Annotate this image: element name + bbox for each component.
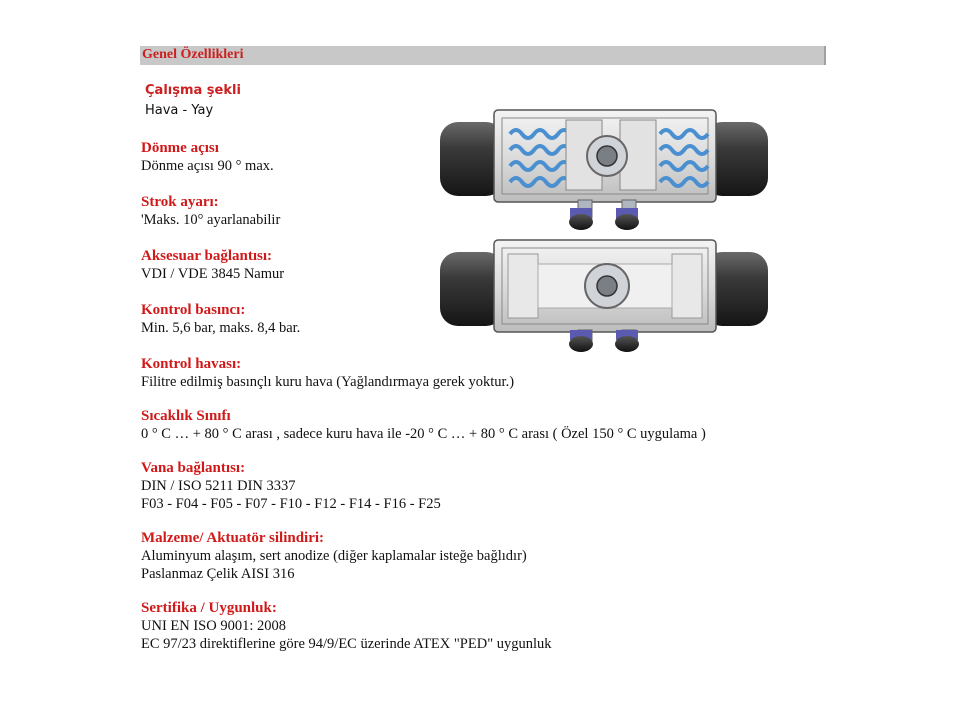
section-material [141,529,527,583]
piston-right [672,254,702,318]
section-line: Aluminyum alaşım, sert anodize (diğer kaplamalar isteğe bağlıdır) [141,548,527,564]
section-heading: Strok ayarı: [141,194,219,210]
air-port-right [615,214,639,230]
section-rotation-angle [141,139,274,175]
section-heading: Kontrol havası: [141,356,242,372]
section-heading: Malzeme/ Aktuatör silindiri: [141,530,325,546]
section-line: Paslanmaz Çelik AISI 316 [141,566,295,582]
page-title: Genel Özellikleri [142,47,244,62]
section-line: Filitre edilmiş basınçlı kuru hava (Yağlandırmaya gerek yoktur.) [141,374,515,390]
section-line: UNI EN ISO 9001: 2008 [141,618,286,634]
section-stroke-adjustment [141,193,280,229]
section-heading: Aksesuar bağlantısı: [141,248,273,264]
section-heading: Kontrol basıncı: [141,302,246,318]
section-line: EC 97/23 direktiflerine göre 94/9/EC üzerinde ATEX "PED" uygunluk [141,636,552,652]
actuator-diagram [438,104,772,354]
operation-value: Hava - Yay [145,103,214,118]
section-line: Dönme açısı 90 ° max. [141,158,274,174]
section-certification [141,599,552,653]
operation-heading: Çalışma şekli [145,83,241,98]
section-line: 'Maks. 10° ayarlanabilir [141,212,281,228]
air-port-left [569,214,593,230]
operation-block [145,81,241,121]
pinion-shaft [597,146,617,166]
air-port-left [569,336,593,352]
section-control-pressure [141,301,300,337]
section-line: VDI / VDE 3845 Namur [141,266,285,282]
actuator-spring-return [440,110,768,230]
pinion-shaft [597,276,617,296]
section-heading: Sertifika / Uygunluk: [141,600,277,616]
section-heading: Dönme açısı [141,140,219,156]
piston-left [508,254,538,318]
section-accessory-connection [141,247,284,283]
actuator-double-acting [440,240,768,352]
section-heading: Sıcaklık Sınıfı [141,408,231,424]
section-line: DIN / ISO 5211 DIN 3337 [141,478,296,494]
section-temperature-class [141,407,706,443]
section-control-air [141,355,514,391]
section-heading: Vana bağlantısı: [141,460,246,476]
section-valve-connection [141,459,441,513]
section-line: F03 - F04 - F05 - F07 - F10 - F12 - F14 - F16 - F25 [141,496,441,512]
section-line: 0 ° C … + 80 ° C arası , sadece kuru hava ile -20 ° C … + 80 ° C arası ( Özel 150 ° C uygulama ) [141,426,706,442]
section-line: Min. 5,6 bar, maks. 8,4 bar. [141,320,301,336]
air-port-right [615,336,639,352]
